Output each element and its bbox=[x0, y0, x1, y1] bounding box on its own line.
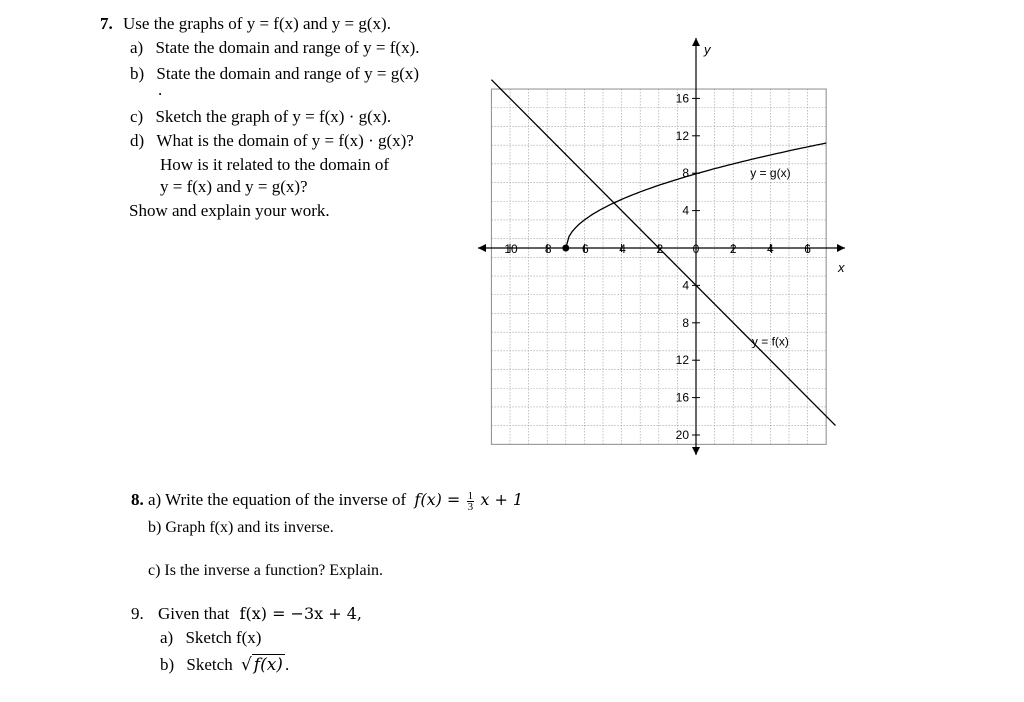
series-f-line bbox=[491, 80, 835, 426]
q7-b-label: b) bbox=[130, 64, 145, 83]
y-tick-label: 20 bbox=[675, 428, 689, 442]
y-tick-label: 12 bbox=[675, 353, 689, 368]
arrow-left-icon bbox=[478, 244, 486, 252]
q9-func: f(x) = −3x + 4, bbox=[239, 604, 363, 623]
x-tick-label: 2 bbox=[656, 242, 664, 256]
q9-intro-line bbox=[131, 604, 362, 624]
q8-frac-den: 3 bbox=[467, 500, 474, 513]
q7-a-label: a) bbox=[130, 38, 144, 57]
q7-c-text: Sketch the graph of y = f(x) · g(x). bbox=[155, 107, 392, 126]
sqrt-symbol-icon: √ bbox=[240, 655, 252, 675]
curve-layer bbox=[491, 80, 835, 426]
x-tick-label: 10 bbox=[504, 242, 518, 256]
q9-b-text: Sketch bbox=[186, 655, 233, 674]
y-axis-label: y bbox=[704, 42, 711, 57]
q7-d-text: What is the domain of y = f(x) · g(x)? bbox=[156, 131, 414, 150]
q7-intro-line bbox=[100, 14, 391, 34]
q9-part-b bbox=[160, 655, 289, 675]
q7-c-label: c) bbox=[130, 107, 144, 126]
label-g-of-x: y = g(x) bbox=[750, 166, 791, 181]
q7-number: 7. bbox=[100, 14, 113, 33]
q8-frac-num: 1 bbox=[467, 489, 474, 502]
q8-a-tail: x + 1 bbox=[480, 490, 524, 509]
q9-b-period: . bbox=[284, 655, 290, 674]
function-graph bbox=[470, 30, 860, 460]
q9-a-label: a) bbox=[160, 628, 174, 647]
x-tick-label: 4 bbox=[619, 242, 626, 256]
arrow-up-icon bbox=[692, 38, 700, 46]
series-g-start-point bbox=[562, 245, 569, 252]
q8-a-func: f(x) = bbox=[414, 490, 461, 509]
q9-b-radicand: f(x) bbox=[253, 655, 283, 675]
y-tick-label: 8 bbox=[682, 315, 689, 330]
x-tick-label: 8 bbox=[544, 242, 552, 256]
q7-a-text: State the domain and range of y = f(x). bbox=[155, 38, 420, 57]
q7-b-text: State the domain and range of y = g(x) bbox=[156, 64, 420, 83]
q7-part-a bbox=[130, 38, 420, 58]
q9-a-text: Sketch f(x) bbox=[185, 628, 262, 647]
q7-d-text3: y = f(x) and y = g(x)? bbox=[160, 177, 308, 196]
x-tick-label: 4 bbox=[767, 242, 774, 256]
y-tick-label: 12 bbox=[675, 128, 689, 143]
y-tick-label: 16 bbox=[675, 390, 689, 405]
q8-part-a bbox=[131, 490, 523, 512]
q8-number: 8. bbox=[131, 490, 144, 509]
x-tick-label: 6 bbox=[804, 242, 811, 256]
label-f-of-x: y = f(x) bbox=[751, 334, 789, 349]
q9-number: 9. bbox=[131, 604, 144, 623]
label-layer bbox=[504, 42, 845, 442]
q8-a-text: a) Write the equation of the inverse of bbox=[148, 490, 407, 509]
q9-part-a bbox=[160, 628, 261, 648]
y-tick-label: 4 bbox=[682, 278, 689, 293]
y-tick-label: 8 bbox=[682, 166, 689, 181]
q7-d-label: d) bbox=[130, 131, 145, 150]
arrow-down-icon bbox=[692, 447, 700, 455]
arrow-right-icon bbox=[837, 244, 845, 252]
x-tick-label: 6 bbox=[582, 242, 589, 256]
q7-part-d bbox=[130, 131, 414, 151]
q7-intro: Use the graphs of y = f(x) and y = g(x). bbox=[123, 14, 391, 33]
q7-footer: Show and explain your work. bbox=[129, 201, 330, 220]
grid-layer bbox=[491, 89, 826, 444]
q9-b-label: b) bbox=[160, 655, 175, 674]
y-tick-label: 16 bbox=[675, 91, 689, 106]
q7-d-text2: How is it related to the domain of bbox=[160, 155, 389, 174]
q9-intro: Given that bbox=[158, 604, 230, 623]
q7-part-c bbox=[130, 107, 391, 127]
q8-b-text: b) Graph f(x) and its inverse. bbox=[148, 519, 334, 536]
q8-c-text: c) Is the inverse a function? Explain. bbox=[148, 562, 384, 579]
x-axis-label: x bbox=[838, 260, 845, 275]
q7-stray-dot: . bbox=[158, 80, 163, 99]
x-tick-label: 2 bbox=[729, 242, 737, 256]
x-tick-label: 0 bbox=[692, 242, 700, 256]
y-tick-label: 4 bbox=[682, 203, 689, 218]
q7-part-b bbox=[130, 64, 419, 84]
q8-fraction bbox=[467, 491, 475, 512]
